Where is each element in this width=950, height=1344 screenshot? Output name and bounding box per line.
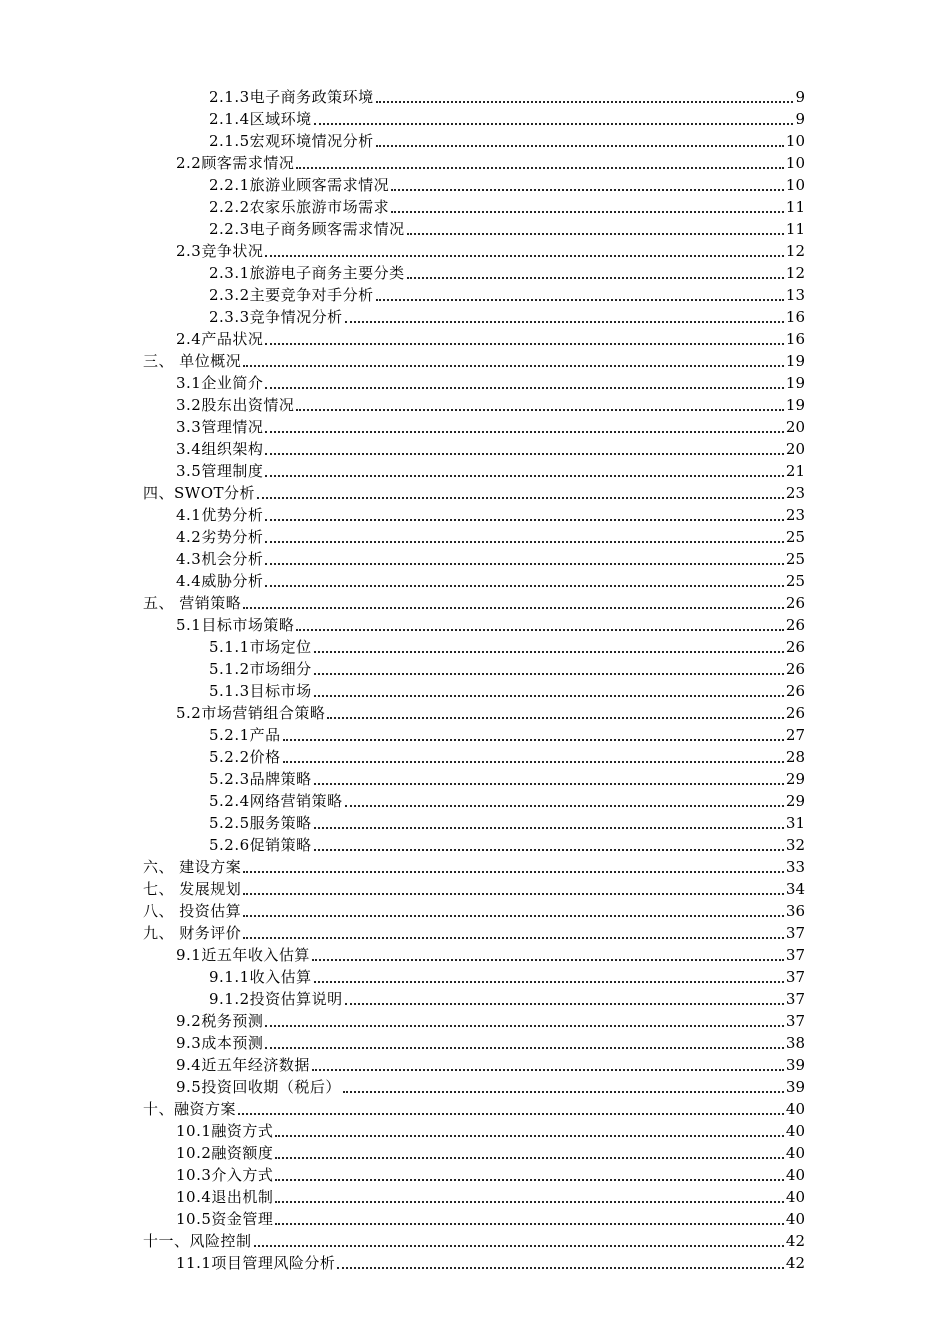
- toc-entry-title: 11.1项目管理风险分析: [176, 1254, 336, 1272]
- toc-entry[interactable]: [143, 900, 805, 922]
- toc-entry[interactable]: [143, 86, 805, 108]
- table-of-contents: [143, 86, 805, 1274]
- toc-entry-page-number: 31: [785, 814, 805, 832]
- toc-entry[interactable]: [143, 526, 805, 548]
- dot-leader: [254, 1235, 784, 1247]
- toc-entry[interactable]: [143, 438, 805, 460]
- toc-entry[interactable]: [143, 834, 805, 856]
- dot-leader: [275, 1191, 784, 1203]
- toc-entry-title: 5.2.5服务策略: [209, 814, 312, 832]
- toc-entry-page-number: 26: [785, 638, 805, 656]
- dot-leader: [345, 993, 784, 1005]
- toc-entry-title: 4.3机会分析: [176, 550, 264, 568]
- dot-leader: [238, 1103, 784, 1115]
- toc-entry[interactable]: [143, 1142, 805, 1164]
- dot-leader: [296, 619, 784, 631]
- dot-leader: [265, 509, 784, 521]
- dot-leader: [257, 487, 784, 499]
- toc-entry-title: 5.2.4网络营销策略: [209, 792, 343, 810]
- toc-entry-title: 2.1.5宏观环境情况分析: [209, 132, 374, 150]
- toc-entry[interactable]: [143, 988, 805, 1010]
- toc-entry[interactable]: [143, 482, 805, 504]
- toc-entry-page-number: 16: [785, 308, 805, 326]
- toc-entry-title: 十、融资方案: [143, 1100, 237, 1118]
- dot-leader: [243, 905, 784, 917]
- toc-entry-title: 三、 单位概况: [143, 352, 242, 370]
- toc-entry-page-number: 11: [785, 220, 805, 238]
- toc-entry-title: 2.3.3竞争情况分析: [209, 308, 343, 326]
- toc-entry-title: 2.1.4区域环境: [209, 110, 312, 128]
- dot-leader: [391, 179, 784, 191]
- toc-entry-page-number: 40: [785, 1188, 805, 1206]
- toc-entry-title: 9.4近五年经济数据: [176, 1056, 310, 1074]
- dot-leader: [376, 135, 784, 147]
- toc-entry[interactable]: [143, 328, 805, 350]
- toc-entry-title: 9.1.2投资估算说明: [209, 990, 343, 1008]
- toc-entry-page-number: 33: [785, 858, 805, 876]
- toc-entry[interactable]: [143, 856, 805, 878]
- toc-entry[interactable]: [143, 504, 805, 526]
- dot-leader: [265, 1015, 784, 1027]
- toc-entry-page-number: 11: [785, 198, 805, 216]
- dot-leader: [265, 443, 784, 455]
- toc-entry-title: 4.4威胁分析: [176, 572, 264, 590]
- toc-entry[interactable]: [143, 922, 805, 944]
- toc-entry-title: 4.2劣势分析: [176, 528, 264, 546]
- toc-entry-page-number: 37: [785, 946, 805, 964]
- toc-entry-page-number: 12: [785, 264, 805, 282]
- toc-entry[interactable]: [143, 878, 805, 900]
- toc-entry-page-number: 28: [785, 748, 805, 766]
- dot-leader: [243, 861, 784, 873]
- toc-entry-title: 5.1.1市场定位: [209, 638, 312, 656]
- toc-entry[interactable]: [143, 174, 805, 196]
- toc-entry-page-number: 37: [785, 990, 805, 1008]
- toc-entry[interactable]: [143, 1054, 805, 1076]
- toc-entry[interactable]: [143, 1164, 805, 1186]
- toc-entry[interactable]: [143, 966, 805, 988]
- toc-entry-title: 5.2.6促销策略: [209, 836, 312, 854]
- toc-entry-page-number: 29: [785, 770, 805, 788]
- dot-leader: [265, 553, 784, 565]
- dot-leader: [314, 663, 784, 675]
- toc-entry-page-number: 37: [785, 1012, 805, 1030]
- toc-entry[interactable]: [143, 790, 805, 812]
- toc-entry[interactable]: [143, 152, 805, 174]
- dot-leader: [296, 157, 784, 169]
- toc-entry-page-number: 39: [785, 1056, 805, 1074]
- dot-leader: [312, 949, 784, 961]
- toc-entry[interactable]: [143, 284, 805, 306]
- dot-leader: [343, 1081, 784, 1093]
- toc-entry[interactable]: [143, 614, 805, 636]
- dot-leader: [345, 795, 784, 807]
- toc-entry[interactable]: [143, 1010, 805, 1032]
- dot-leader: [376, 91, 793, 103]
- toc-entry[interactable]: [143, 416, 805, 438]
- toc-entry-page-number: 40: [785, 1122, 805, 1140]
- dot-leader: [314, 773, 784, 785]
- toc-entry-page-number: 34: [785, 880, 805, 898]
- toc-entry[interactable]: [143, 218, 805, 240]
- toc-entry-title: 2.1.3电子商务政策环境: [209, 88, 374, 106]
- toc-entry[interactable]: [143, 372, 805, 394]
- toc-entry-title: 9.1.1收入估算: [209, 968, 312, 986]
- dot-leader: [265, 377, 784, 389]
- toc-entry-title: 2.3.2主要竞争对手分析: [209, 286, 374, 304]
- toc-entry-page-number: 10: [785, 154, 805, 172]
- toc-entry-title: 5.2.1产品: [209, 726, 281, 744]
- dot-leader: [296, 399, 784, 411]
- toc-entry-page-number: 21: [785, 462, 805, 480]
- toc-entry-title: 九、 财务评价: [143, 924, 242, 942]
- toc-entry-page-number: 16: [785, 330, 805, 348]
- toc-entry-title: 5.1目标市场策略: [176, 616, 295, 634]
- toc-entry-title: 10.4退出机制: [176, 1188, 274, 1206]
- toc-entry-page-number: 42: [785, 1232, 805, 1250]
- toc-entry-title: 2.3.1旅游电子商务主要分类: [209, 264, 405, 282]
- toc-entry[interactable]: [143, 130, 805, 152]
- toc-entry[interactable]: [143, 1098, 805, 1120]
- dot-leader: [265, 465, 784, 477]
- dot-leader: [265, 1037, 784, 1049]
- toc-entry[interactable]: [143, 1230, 805, 1252]
- dot-leader: [265, 575, 784, 587]
- toc-entry[interactable]: [143, 944, 805, 966]
- toc-entry-title: 四、SWOT分析: [143, 484, 255, 502]
- toc-entry[interactable]: [143, 592, 805, 614]
- dot-leader: [407, 267, 784, 279]
- toc-entry[interactable]: [143, 460, 805, 482]
- dot-leader: [275, 1147, 784, 1159]
- toc-entry-page-number: 40: [785, 1100, 805, 1118]
- toc-entry-title: 2.2顾客需求情况: [176, 154, 295, 172]
- toc-entry[interactable]: [143, 702, 805, 724]
- dot-leader: [314, 971, 784, 983]
- toc-entry-page-number: 19: [785, 352, 805, 370]
- dot-leader: [265, 245, 784, 257]
- toc-entry-title: 六、 建设方案: [143, 858, 242, 876]
- dot-leader: [314, 641, 784, 653]
- toc-entry-page-number: 29: [785, 792, 805, 810]
- toc-entry-title: 七、 发展规划: [143, 880, 242, 898]
- toc-entry-title: 十一、风险控制: [143, 1232, 252, 1250]
- toc-entry[interactable]: [143, 240, 805, 262]
- toc-entry-page-number: 20: [785, 418, 805, 436]
- dot-leader: [265, 421, 784, 433]
- toc-entry-page-number: 26: [785, 704, 805, 722]
- toc-entry-title: 10.3介入方式: [176, 1166, 274, 1184]
- dot-leader: [337, 1257, 784, 1269]
- dot-leader: [314, 113, 793, 125]
- toc-entry-page-number: 38: [785, 1034, 805, 1052]
- toc-entry-title: 五、 营销策略: [143, 594, 242, 612]
- toc-entry-page-number: 25: [785, 572, 805, 590]
- toc-entry-title: 3.2股东出资情况: [176, 396, 295, 414]
- toc-entry-title: 2.4产品状况: [176, 330, 264, 348]
- toc-entry-page-number: 23: [785, 484, 805, 502]
- toc-entry-title: 9.1近五年收入估算: [176, 946, 310, 964]
- dot-leader: [314, 685, 784, 697]
- toc-entry[interactable]: [143, 570, 805, 592]
- toc-entry-page-number: 10: [785, 176, 805, 194]
- toc-entry-page-number: 36: [785, 902, 805, 920]
- toc-entry-page-number: 26: [785, 660, 805, 678]
- toc-entry-title: 2.2.2农家乐旅游市场需求: [209, 198, 390, 216]
- dot-leader: [275, 1169, 784, 1181]
- toc-entry[interactable]: [143, 1208, 805, 1230]
- toc-entry-title: 5.1.3目标市场: [209, 682, 312, 700]
- toc-entry-page-number: 26: [785, 594, 805, 612]
- toc-entry[interactable]: [143, 680, 805, 702]
- toc-entry-title: 10.5资金管理: [176, 1210, 274, 1228]
- toc-entry-page-number: 20: [785, 440, 805, 458]
- toc-entry[interactable]: [143, 350, 805, 372]
- toc-entry[interactable]: [143, 196, 805, 218]
- toc-entry-page-number: 42: [785, 1254, 805, 1272]
- toc-entry[interactable]: [143, 658, 805, 680]
- toc-entry-title: 9.2税务预测: [176, 1012, 264, 1030]
- toc-entry-title: 4.1优势分析: [176, 506, 264, 524]
- dot-leader: [314, 839, 784, 851]
- dot-leader: [345, 311, 784, 323]
- toc-entry[interactable]: [143, 262, 805, 284]
- toc-entry-page-number: 39: [785, 1078, 805, 1096]
- dot-leader: [376, 289, 784, 301]
- toc-entry-page-number: 40: [785, 1144, 805, 1162]
- toc-entry[interactable]: [143, 768, 805, 790]
- dot-leader: [243, 355, 784, 367]
- dot-leader: [275, 1125, 784, 1137]
- toc-entry-page-number: 27: [785, 726, 805, 744]
- dot-leader: [243, 883, 784, 895]
- dot-leader: [312, 1059, 784, 1071]
- toc-entry-title: 2.3竞争状况: [176, 242, 264, 260]
- toc-entry[interactable]: [143, 394, 805, 416]
- toc-entry-title: 3.5管理制度: [176, 462, 264, 480]
- toc-entry-page-number: 9: [795, 88, 805, 106]
- dot-leader: [243, 597, 784, 609]
- toc-entry-title: 5.2市场营销组合策略: [176, 704, 326, 722]
- dot-leader: [314, 817, 784, 829]
- dot-leader: [265, 531, 784, 543]
- toc-entry-page-number: 26: [785, 682, 805, 700]
- toc-entry[interactable]: [143, 306, 805, 328]
- toc-entry-page-number: 12: [785, 242, 805, 260]
- toc-entry[interactable]: [143, 724, 805, 746]
- toc-entry[interactable]: [143, 746, 805, 768]
- toc-entry-title: 5.2.3品牌策略: [209, 770, 312, 788]
- toc-entry[interactable]: [143, 1120, 805, 1142]
- dot-leader: [327, 707, 784, 719]
- toc-entry-page-number: 37: [785, 968, 805, 986]
- toc-entry-page-number: 9: [795, 110, 805, 128]
- toc-entry-page-number: 19: [785, 396, 805, 414]
- toc-entry[interactable]: [143, 1032, 805, 1054]
- toc-entry[interactable]: [143, 1076, 805, 1098]
- toc-entry[interactable]: [143, 636, 805, 658]
- dot-leader: [265, 333, 784, 345]
- toc-entry-title: 5.1.2市场细分: [209, 660, 312, 678]
- toc-entry-title: 3.4组织架构: [176, 440, 264, 458]
- toc-entry[interactable]: [143, 1186, 805, 1208]
- toc-entry-title: 2.2.3电子商务顾客需求情况: [209, 220, 405, 238]
- toc-entry[interactable]: [143, 548, 805, 570]
- toc-entry-title: 3.1企业简介: [176, 374, 264, 392]
- toc-entry-title: 10.1融资方式: [176, 1122, 274, 1140]
- toc-entry-page-number: 37: [785, 924, 805, 942]
- toc-entry-page-number: 19: [785, 374, 805, 392]
- dot-leader: [275, 1213, 784, 1225]
- toc-entry[interactable]: [143, 108, 805, 130]
- toc-entry-page-number: 26: [785, 616, 805, 634]
- toc-entry-page-number: 13: [785, 286, 805, 304]
- toc-entry-title: 5.2.2价格: [209, 748, 281, 766]
- toc-entry-title: 9.5投资回收期（税后）: [176, 1078, 341, 1096]
- dot-leader: [283, 729, 784, 741]
- toc-entry-title: 3.3管理情况: [176, 418, 264, 436]
- toc-entry-page-number: 32: [785, 836, 805, 854]
- toc-entry-page-number: 25: [785, 528, 805, 546]
- toc-entry[interactable]: [143, 812, 805, 834]
- toc-entry-title: 八、 投资估算: [143, 902, 242, 920]
- toc-entry-title: 2.2.1旅游业顾客需求情况: [209, 176, 390, 194]
- dot-leader: [407, 223, 784, 235]
- dot-leader: [283, 751, 784, 763]
- toc-entry-page-number: 40: [785, 1210, 805, 1228]
- toc-entry-page-number: 25: [785, 550, 805, 568]
- toc-entry-title: 9.3成本预测: [176, 1034, 264, 1052]
- dot-leader: [391, 201, 784, 213]
- toc-entry-title: 10.2融资额度: [176, 1144, 274, 1162]
- toc-entry-page-number: 23: [785, 506, 805, 524]
- toc-entry[interactable]: [143, 1252, 805, 1274]
- toc-entry-page-number: 10: [785, 132, 805, 150]
- dot-leader: [243, 927, 784, 939]
- toc-entry-page-number: 40: [785, 1166, 805, 1184]
